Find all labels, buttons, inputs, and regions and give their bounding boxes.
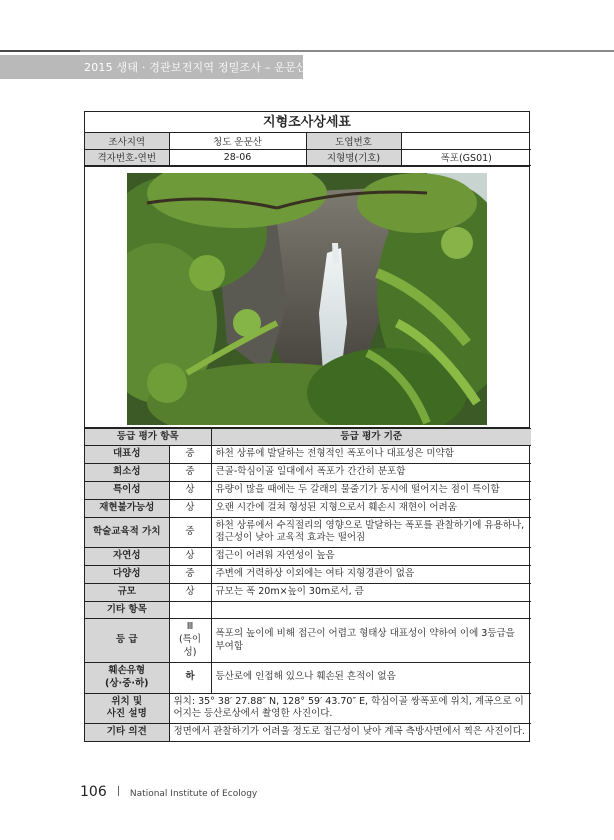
info-row-1 (85, 133, 531, 149)
overall-grade-value (169, 619, 211, 662)
photo-cell (85, 166, 529, 428)
sheet-title: 지형조사상세표 (85, 112, 529, 133)
evaluation-row-diversity (85, 566, 531, 584)
evaluation-row-peculiarity (85, 481, 531, 499)
evaluation-grade: 상 (169, 548, 211, 566)
evaluation-item: 재현불가능성 (85, 499, 169, 517)
evaluation-grade: 상 (169, 499, 211, 517)
damage-type-label (85, 662, 169, 693)
damage-type-description: 등산로에 인접해 있으나 훼손된 흔적이 없음 (211, 662, 531, 693)
footer-separator (118, 786, 119, 796)
overall-grade-label: 등 급 (85, 619, 169, 662)
evaluation-grade: 중 (169, 464, 211, 482)
evaluation-row-representativeness (85, 446, 531, 464)
page-number: 106 (80, 784, 107, 800)
overall-grade-description: 폭포의 높이에 비해 접근이 어렵고 형태상 대표성이 약하여 이에 3등급을 부여함 (211, 619, 531, 662)
evaluation-row-rarity (85, 464, 531, 482)
evaluation-row-other-items (85, 601, 531, 619)
evaluation-table (85, 428, 531, 741)
running-header-title: 2015 생태 · 경관보전지역 정밀조사 – 운문산 (84, 61, 307, 74)
evaluation-description: 접근이 어려워 자연성이 높음 (211, 548, 531, 566)
map-number-value (401, 133, 531, 149)
evaluation-grade: 중 (169, 517, 211, 548)
evaluation-item: 학술교육적 가치 (85, 517, 169, 548)
evaluation-row-damage-type (85, 662, 531, 693)
evaluation-item: 규모 (85, 583, 169, 601)
evaluation-row-naturalness (85, 548, 531, 566)
evaluation-row-location (85, 693, 531, 724)
evaluation-item: 대표성 (85, 446, 169, 464)
evaluation-item-header: 등급 평가 항목 (85, 428, 211, 446)
waterfall-photo (127, 173, 487, 425)
evaluation-grade: 상 (169, 481, 211, 499)
location-label-line1: 위치 및 (111, 695, 143, 707)
location-description: 위치: 35° 38′ 27.88″ N, 128° 59′ 43.70″ E, 학심이골 쌍폭포에 위치, 계곡으로 이어지는 등산로상에서 촬영한 사진이다. (169, 693, 531, 724)
evaluation-row-overall-grade (85, 619, 531, 662)
damage-type-label-line1: 훼손유형 (108, 664, 146, 676)
evaluation-description: 주변에 거력하상 이외에는 여타 지형경관이 없음 (211, 566, 531, 584)
evaluation-item: 희소성 (85, 464, 169, 482)
location-label-line2: 사진 설명 (106, 708, 147, 720)
evaluation-description: 하천 상류에 발달하는 전형적인 폭포이나 대표성은 미약함 (211, 446, 531, 464)
publisher-name: National Institute of Ecology (129, 789, 258, 799)
grid-number-label: 격자번호-연번 (85, 149, 169, 165)
evaluation-item: 기타 항목 (85, 601, 169, 619)
landform-name-label: 지형명(기호) (306, 149, 401, 165)
evaluation-grade: 중 (169, 446, 211, 464)
waterfall-photo-illustration (127, 173, 487, 425)
overall-grade-sub: (특이성) (178, 634, 202, 659)
evaluation-description: 큰골-학심이골 일대에서 폭포가 간간히 분포함 (211, 464, 531, 482)
damage-type-grade: 하 (169, 662, 211, 693)
map-number-label: 도엽번호 (306, 133, 401, 149)
evaluation-description: 하천 상류에서 수직절리의 영향으로 발달하는 폭포를 관찰하기에 유용하나, 접근성이 낮아 교육적 효과는 떨어짐 (211, 517, 531, 548)
info-row-2 (85, 149, 531, 165)
evaluation-description: 유량이 많을 때에는 두 갈래의 물줄기가 동시에 떨어지는 점이 특이함 (211, 481, 531, 499)
evaluation-description (211, 601, 531, 619)
info-table (85, 133, 531, 166)
evaluation-item: 자연성 (85, 548, 169, 566)
landform-name-value: 폭포(GS01) (401, 149, 531, 165)
top-rule (0, 50, 614, 52)
other-opinion-description: 정면에서 관찰하기가 어려울 정도로 접근성이 낮아 계곡 측방사면에서 찍은 사진이다. (169, 724, 531, 741)
overall-grade-main: Ⅲ (186, 621, 194, 633)
survey-area-label: 조사지역 (85, 133, 169, 149)
top-rule-accent (0, 50, 80, 52)
evaluation-header-row (85, 428, 531, 446)
location-label (85, 693, 169, 724)
evaluation-description: 오랜 시간에 걸쳐 형성된 지형으로서 훼손시 재현이 어려움 (211, 499, 531, 517)
page-footer (80, 781, 257, 800)
evaluation-row-scale (85, 583, 531, 601)
evaluation-row-irreproducibility (85, 499, 531, 517)
survey-area-value: 청도 운문산 (169, 133, 306, 149)
evaluation-row-other-opinion (85, 724, 531, 741)
damage-type-label-line2: (상·중·하) (105, 677, 149, 689)
evaluation-item: 다양성 (85, 566, 169, 584)
evaluation-grade: 중 (169, 566, 211, 584)
evaluation-grade (169, 601, 211, 619)
evaluation-item: 특이성 (85, 481, 169, 499)
grid-number-value: 28-06 (169, 149, 306, 165)
other-opinion-label: 기타 의견 (85, 724, 169, 741)
evaluation-row-academic-value (85, 517, 531, 548)
evaluation-description: 규모는 폭 20m×높이 30m로서, 큼 (211, 583, 531, 601)
evaluation-criteria-header: 등급 평가 기준 (211, 428, 531, 446)
landform-survey-sheet (84, 111, 530, 742)
evaluation-grade: 상 (169, 583, 211, 601)
